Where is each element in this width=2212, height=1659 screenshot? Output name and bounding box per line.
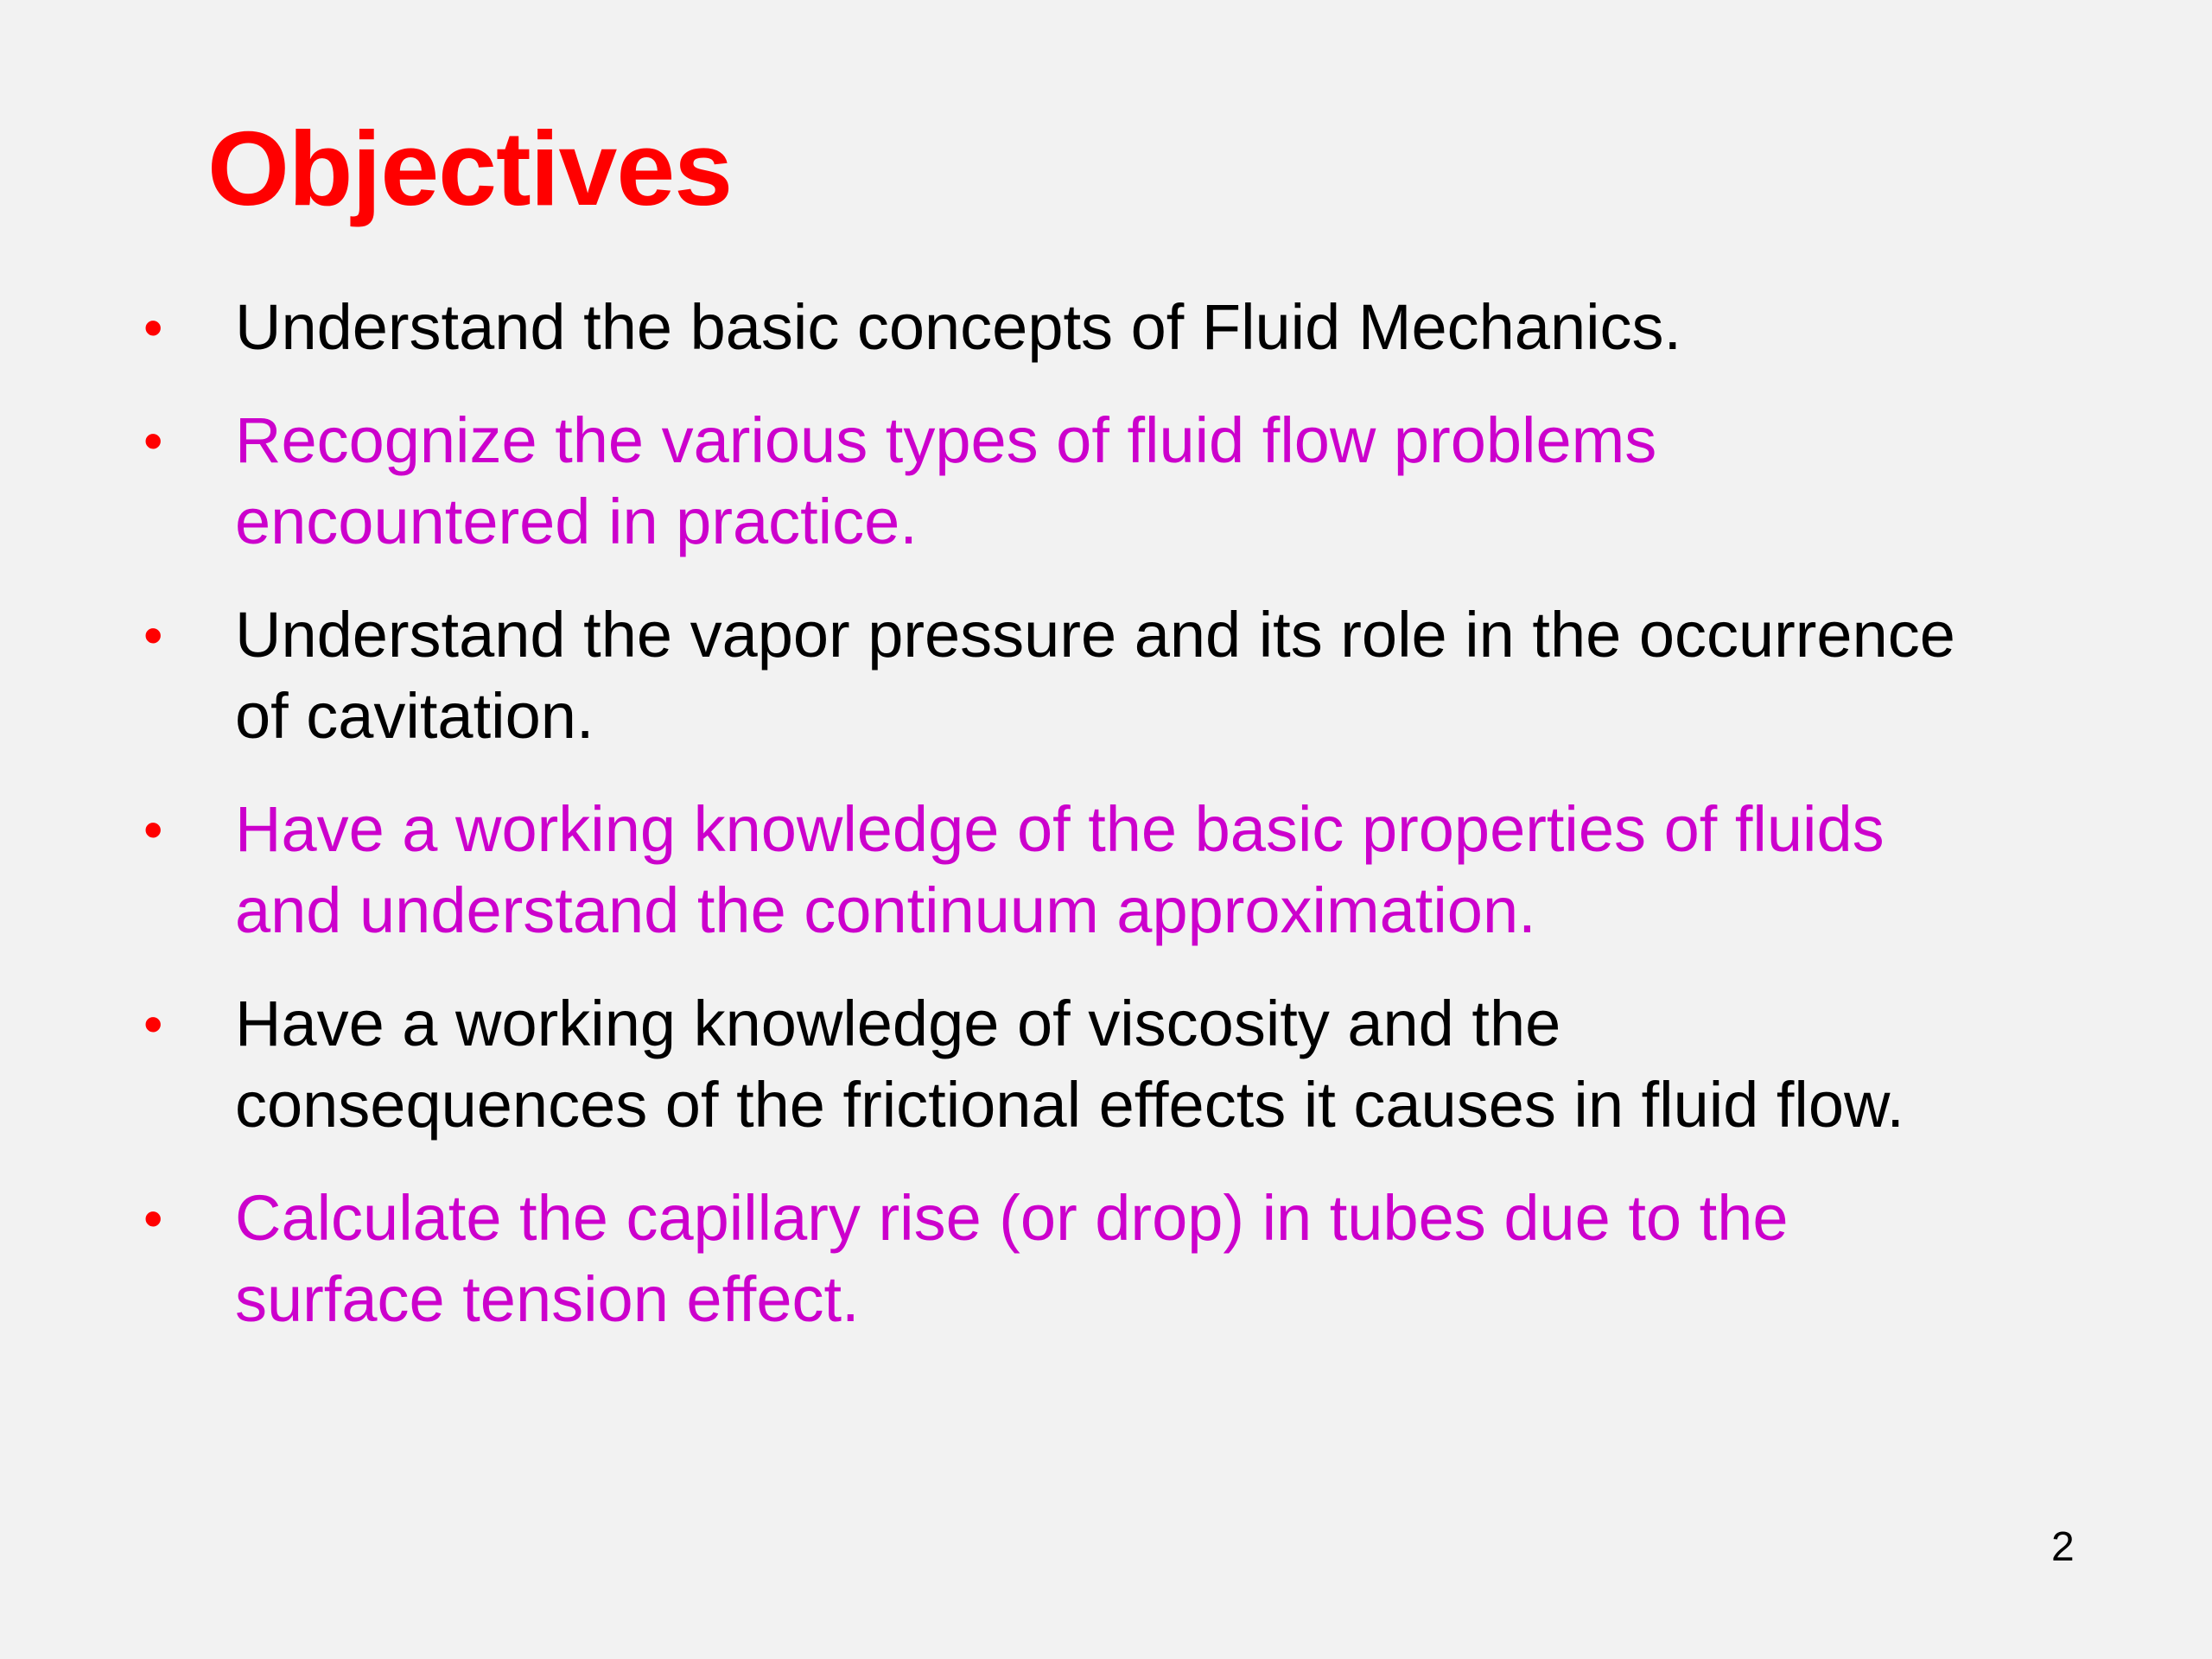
objective-item (143, 594, 1958, 757)
objective-item (143, 287, 1958, 368)
objective-text: Recognize the various types of fluid flow problems encountered in practice. (235, 404, 1657, 557)
objective-item (143, 789, 1958, 951)
objective-list (143, 287, 1958, 1372)
slide-title: Objectives (207, 110, 733, 227)
bullet-icon: • (143, 1187, 163, 1249)
page-number: 2 (2051, 1524, 2075, 1570)
objective-text: Calculate the capillary rise (or drop) in tubes due to the surface tension effect. (235, 1182, 1789, 1335)
bullet-icon: • (143, 296, 163, 359)
objective-text: Have a working knowledge of the basic properties of fluids and understand the continuum approximation. (235, 793, 1885, 946)
objective-item (143, 400, 1958, 563)
objective-item (143, 1178, 1958, 1340)
bullet-icon: • (143, 798, 163, 861)
bullet-icon: • (143, 993, 163, 1055)
objective-text: Have a working knowledge of viscosity and the consequences of the frictional effects it causes in fluid flow. (235, 988, 1904, 1141)
objective-item (143, 983, 1958, 1146)
bullet-icon: • (143, 410, 163, 472)
objective-text: Understand the vapor pressure and its role in the occurrence of cavitation. (235, 599, 1955, 752)
bullet-icon: • (143, 604, 163, 666)
objective-text: Understand the basic concepts of Fluid Mechanics. (235, 291, 1682, 363)
